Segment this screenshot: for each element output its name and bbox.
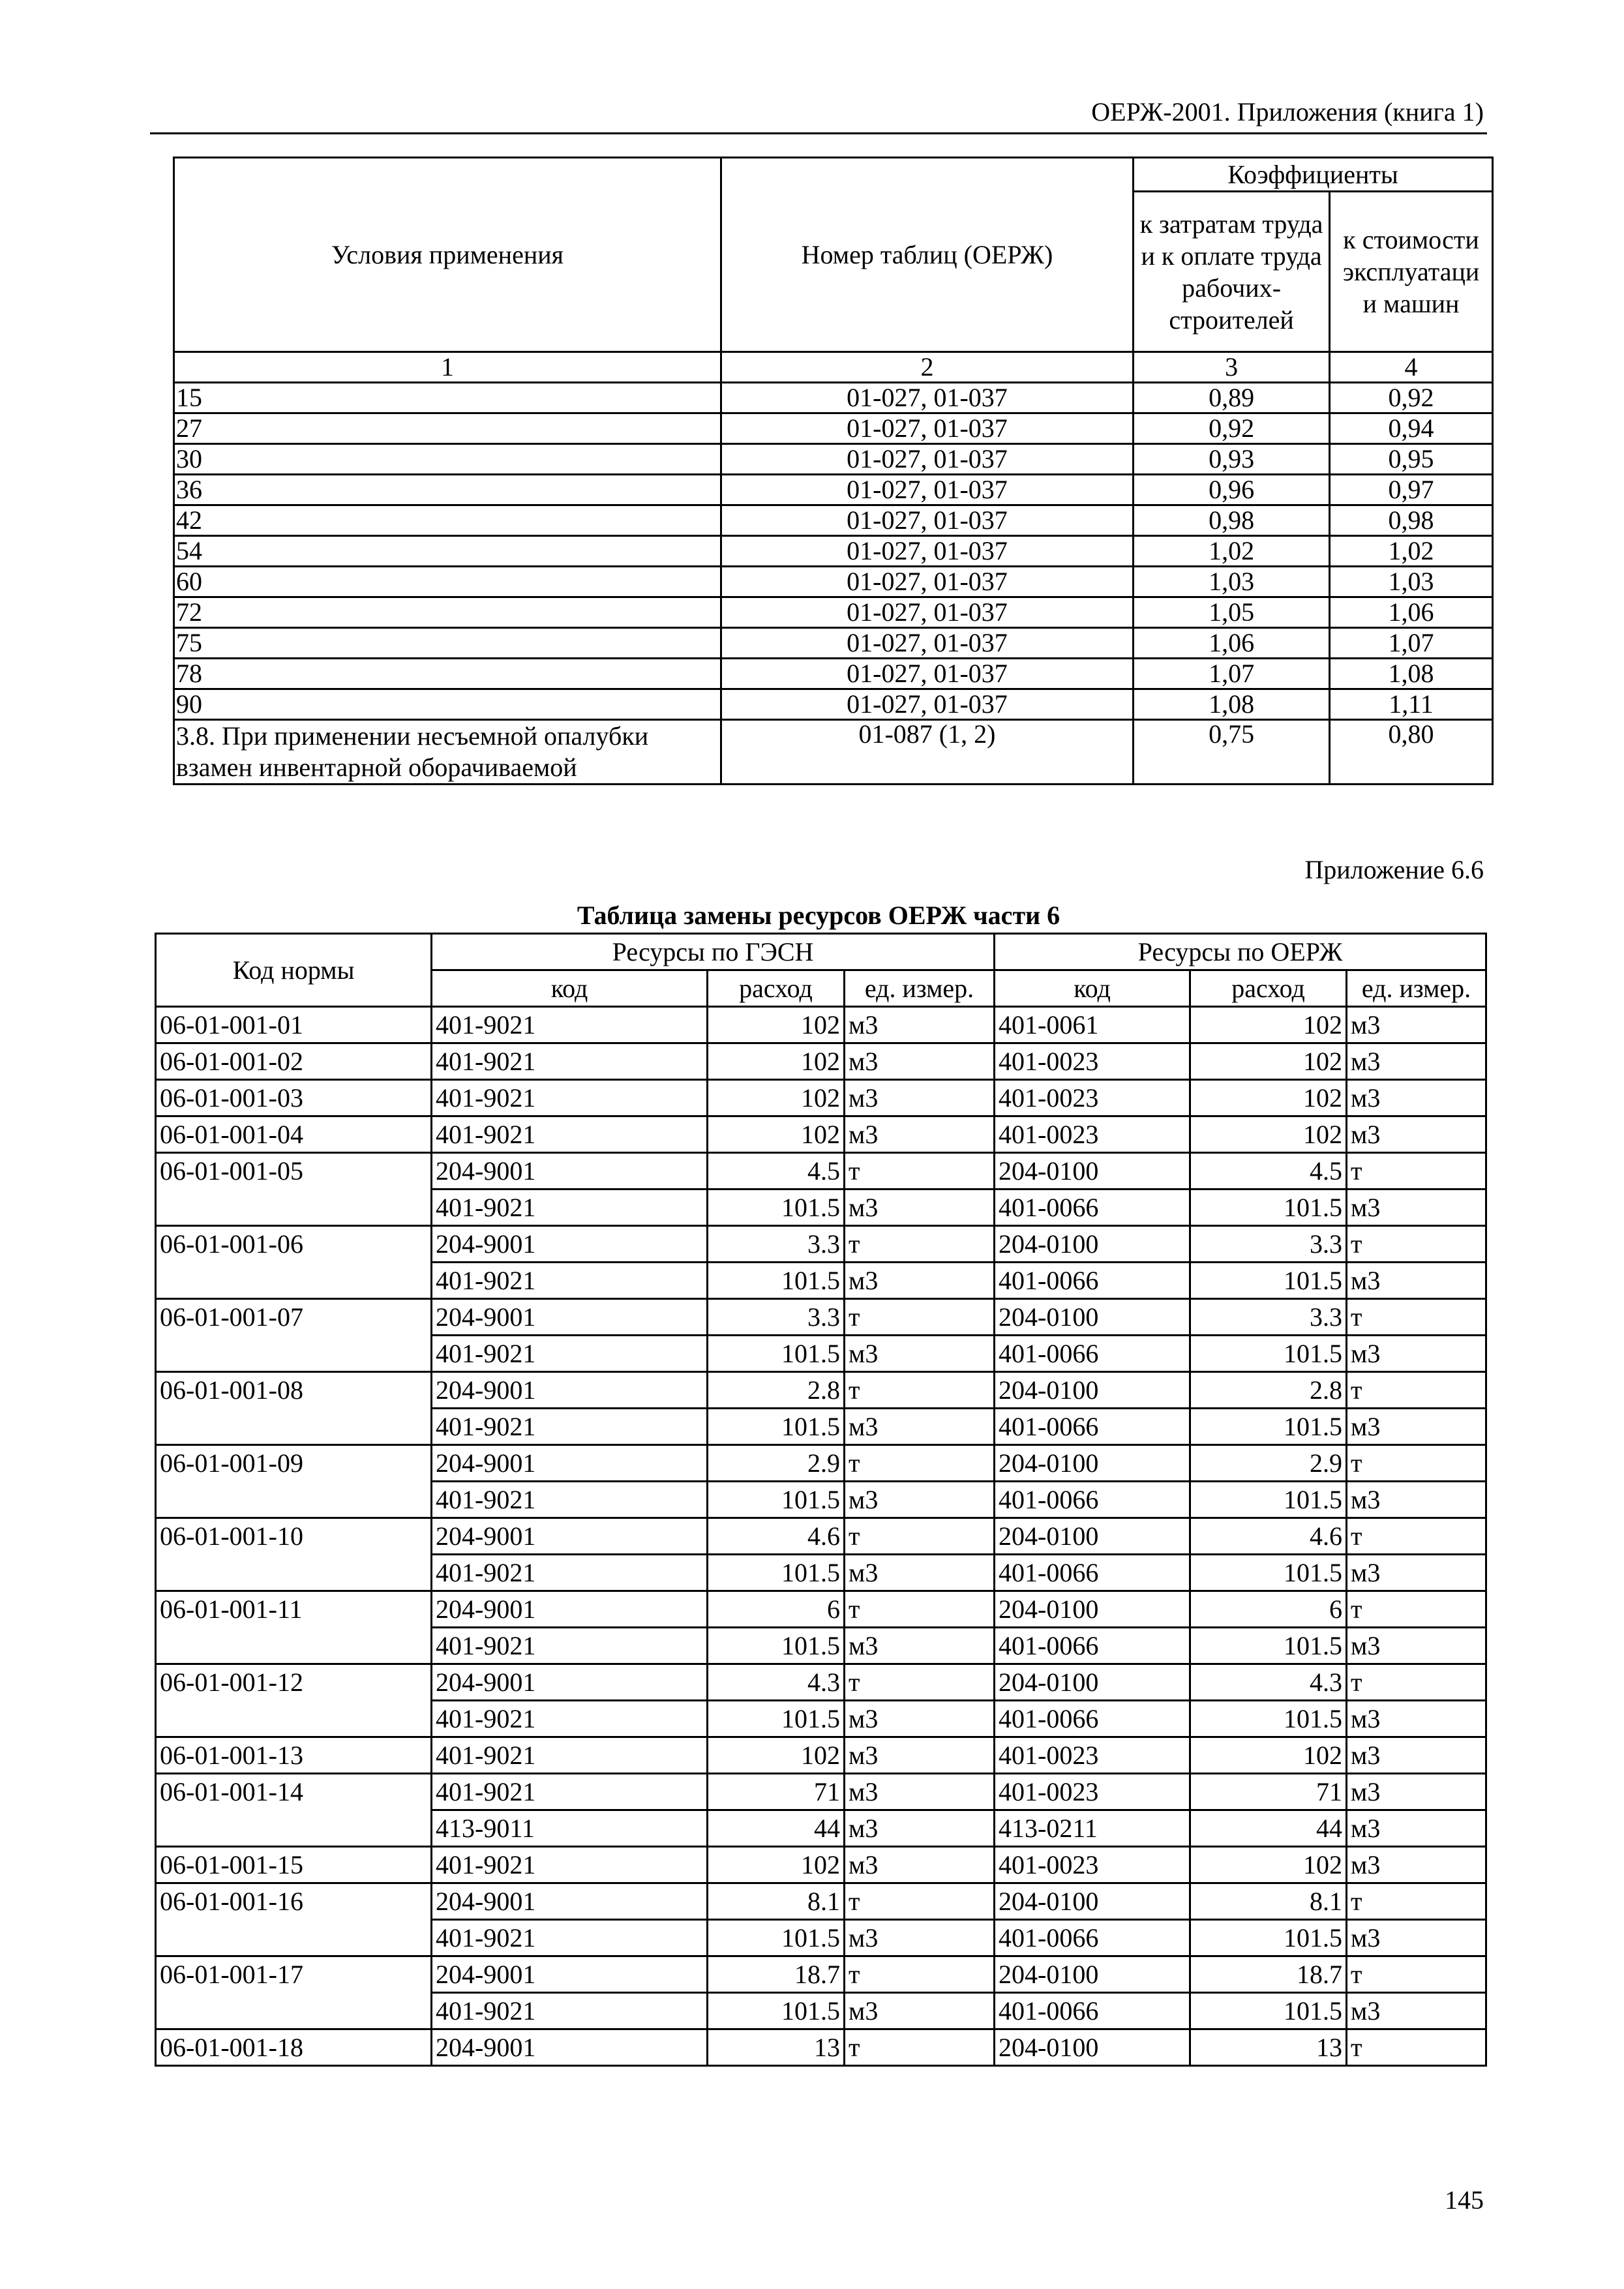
gesn-unit: т xyxy=(845,1226,995,1263)
oerzh-code: 401-0066 xyxy=(995,1628,1190,1664)
gesn-code: 204-9001 xyxy=(432,1956,708,1993)
oerzh-unit: т xyxy=(1347,1445,1486,1482)
oerzh-unit: т xyxy=(1347,1591,1486,1628)
col-number: 2 xyxy=(721,352,1133,383)
oerzh-code: 401-0023 xyxy=(995,1774,1190,1810)
gesn-unit-header: ед. измер. xyxy=(845,970,995,1007)
oerzh-consumption: 102 xyxy=(1190,1007,1347,1043)
gesn-code: 401-9021 xyxy=(432,1628,708,1664)
condition-value: 15 xyxy=(174,383,721,413)
table-row xyxy=(156,1445,1486,1482)
norm-code: 06-01-001-13 xyxy=(156,1737,432,1774)
gesn-unit: м3 xyxy=(845,1993,995,2029)
oerzh-consumption: 101.5 xyxy=(1190,1336,1347,1372)
coefficients-table xyxy=(173,157,1494,785)
oerzh-unit: м3 xyxy=(1347,1628,1486,1664)
oerzh-consumption: 44 xyxy=(1190,1810,1347,1847)
table-row xyxy=(174,536,1493,567)
gesn-unit: т xyxy=(845,1664,995,1701)
oerzh-code: 401-0066 xyxy=(995,1189,1190,1226)
table-row xyxy=(174,597,1493,628)
gesn-resources-header: Ресурсы по ГЭСН xyxy=(432,934,995,970)
condition-value: 72 xyxy=(174,597,721,628)
oerzh-unit: м3 xyxy=(1347,1482,1486,1518)
oerzh-code: 204-0100 xyxy=(995,2029,1190,2066)
gesn-unit: м3 xyxy=(845,1628,995,1664)
gesn-consumption: 4.6 xyxy=(708,1518,845,1555)
oerzh-consumption: 71 xyxy=(1190,1774,1347,1810)
oerzh-consumption: 4.5 xyxy=(1190,1153,1347,1189)
table-number: 01-027, 01-037 xyxy=(721,536,1133,567)
gesn-consumption: 102 xyxy=(708,1847,845,1883)
gesn-code: 401-9021 xyxy=(432,1080,708,1116)
gesn-consumption-header: расход xyxy=(708,970,845,1007)
header-rule xyxy=(150,132,1487,134)
gesn-consumption: 3.3 xyxy=(708,1226,845,1263)
norm-code: 06-01-001-12 xyxy=(156,1664,432,1737)
table-row xyxy=(156,2029,1486,2066)
oerzh-code: 204-0100 xyxy=(995,1445,1190,1482)
table-row xyxy=(156,1080,1486,1116)
table-row xyxy=(174,413,1493,444)
oerzh-unit: м3 xyxy=(1347,1336,1486,1372)
oerzh-consumption: 101.5 xyxy=(1190,1409,1347,1445)
gesn-code: 413-9011 xyxy=(432,1810,708,1847)
oerzh-unit: м3 xyxy=(1347,1080,1486,1116)
gesn-code: 401-9021 xyxy=(432,1007,708,1043)
table-row xyxy=(174,475,1493,505)
labor-coefficient: 0,98 xyxy=(1134,505,1330,536)
labor-coefficient: 1,07 xyxy=(1134,659,1330,689)
norm-code: 06-01-001-18 xyxy=(156,2029,432,2066)
machines-coefficient: 0,95 xyxy=(1330,444,1493,475)
gesn-code: 401-9021 xyxy=(432,1920,708,1956)
oerzh-consumption: 18.7 xyxy=(1190,1956,1347,1993)
machines-coefficient-header: к стоимости эксплуатаци и машин xyxy=(1330,192,1493,352)
oerzh-consumption: 101.5 xyxy=(1190,1189,1347,1226)
gesn-consumption: 101.5 xyxy=(708,1920,845,1956)
oerzh-unit: м3 xyxy=(1347,1409,1486,1445)
col-number: 1 xyxy=(174,352,721,383)
machines-coefficient: 0,92 xyxy=(1330,383,1493,413)
oerzh-code: 204-0100 xyxy=(995,1883,1190,1920)
norm-code: 06-01-001-02 xyxy=(156,1043,432,1080)
table-row xyxy=(156,1591,1486,1628)
oerzh-consumption: 102 xyxy=(1190,1116,1347,1153)
oerzh-consumption: 2.8 xyxy=(1190,1372,1347,1409)
machines-coefficient: 0,97 xyxy=(1330,475,1493,505)
oerzh-unit: м3 xyxy=(1347,1810,1486,1847)
oerzh-code: 204-0100 xyxy=(995,1372,1190,1409)
condition-value: 90 xyxy=(174,689,721,720)
labor-coefficient-header: к затратам труда и к оплате труда рабочих-строителей xyxy=(1134,192,1330,352)
coefficients-header: Коэффициенты xyxy=(1134,158,1493,192)
norm-code: 06-01-001-06 xyxy=(156,1226,432,1299)
oerzh-code: 413-0211 xyxy=(995,1810,1190,1847)
gesn-code: 204-9001 xyxy=(432,1153,708,1189)
oerzh-consumption: 3.3 xyxy=(1190,1299,1347,1336)
oerzh-consumption: 13 xyxy=(1190,2029,1347,2066)
gesn-consumption: 101.5 xyxy=(708,1263,845,1299)
gesn-unit: т xyxy=(845,1591,995,1628)
machines-coefficient: 1,02 xyxy=(1330,536,1493,567)
gesn-consumption: 102 xyxy=(708,1080,845,1116)
gesn-consumption: 102 xyxy=(708,1007,845,1043)
norm-code-header: Код нормы xyxy=(156,934,432,1007)
gesn-unit: м3 xyxy=(845,1409,995,1445)
labor-coefficient: 0,92 xyxy=(1134,413,1330,444)
machines-coefficient: 0,80 xyxy=(1330,720,1493,785)
norm-code: 06-01-001-01 xyxy=(156,1007,432,1043)
table-row xyxy=(156,1774,1486,1810)
table-number: 01-027, 01-037 xyxy=(721,628,1133,659)
table-row xyxy=(174,505,1493,536)
norm-code: 06-01-001-15 xyxy=(156,1847,432,1883)
table-number: 01-027, 01-037 xyxy=(721,567,1133,597)
oerzh-consumption: 101.5 xyxy=(1190,1628,1347,1664)
gesn-consumption: 101.5 xyxy=(708,1555,845,1591)
table-row xyxy=(156,1226,1486,1263)
gesn-unit: т xyxy=(845,1299,995,1336)
oerzh-consumption: 101.5 xyxy=(1190,1263,1347,1299)
oerzh-unit: м3 xyxy=(1347,1774,1486,1810)
table-number: 01-027, 01-037 xyxy=(721,505,1133,536)
norm-code: 06-01-001-11 xyxy=(156,1591,432,1664)
labor-coefficient: 0,89 xyxy=(1134,383,1330,413)
gesn-unit: м3 xyxy=(845,1774,995,1810)
oerzh-code: 401-0066 xyxy=(995,1920,1190,1956)
gesn-unit: т xyxy=(845,1518,995,1555)
oerzh-code: 401-0023 xyxy=(995,1847,1190,1883)
table-row xyxy=(156,1372,1486,1409)
gesn-unit: т xyxy=(845,1883,995,1920)
gesn-code: 204-9001 xyxy=(432,1372,708,1409)
gesn-consumption: 3.3 xyxy=(708,1299,845,1336)
oerzh-code: 401-0023 xyxy=(995,1080,1190,1116)
oerzh-consumption: 101.5 xyxy=(1190,1482,1347,1518)
oerzh-code: 204-0100 xyxy=(995,1153,1190,1189)
oerzh-unit: м3 xyxy=(1347,1189,1486,1226)
oerzh-code: 401-0066 xyxy=(995,1701,1190,1737)
oerzh-unit: т xyxy=(1347,2029,1486,2066)
gesn-code: 401-9021 xyxy=(432,1555,708,1591)
col-number: 3 xyxy=(1134,352,1330,383)
oerzh-code: 401-0066 xyxy=(995,1482,1190,1518)
gesn-consumption: 102 xyxy=(708,1043,845,1080)
machines-coefficient: 1,06 xyxy=(1330,597,1493,628)
oerzh-consumption: 4.6 xyxy=(1190,1518,1347,1555)
condition-value: 60 xyxy=(174,567,721,597)
running-header: ОЕРЖ-2001. Приложения (книга 1) xyxy=(1091,97,1484,127)
gesn-code: 204-9001 xyxy=(432,1299,708,1336)
oerzh-unit: т xyxy=(1347,1226,1486,1263)
oerzh-consumption: 4.3 xyxy=(1190,1664,1347,1701)
table-row xyxy=(156,1007,1486,1043)
gesn-code: 401-9021 xyxy=(432,1701,708,1737)
table-number: 01-027, 01-037 xyxy=(721,444,1133,475)
oerzh-consumption-header: расход xyxy=(1190,970,1347,1007)
gesn-unit: т xyxy=(845,2029,995,2066)
gesn-consumption: 4.5 xyxy=(708,1153,845,1189)
col-number: 4 xyxy=(1330,352,1493,383)
labor-coefficient: 1,02 xyxy=(1134,536,1330,567)
gesn-code: 401-9021 xyxy=(432,1774,708,1810)
gesn-consumption: 101.5 xyxy=(708,1336,845,1372)
gesn-code: 401-9021 xyxy=(432,1482,708,1518)
gesn-consumption: 2.8 xyxy=(708,1372,845,1409)
table-row xyxy=(156,1116,1486,1153)
oerzh-unit: м3 xyxy=(1347,1263,1486,1299)
oerzh-unit: т xyxy=(1347,1153,1486,1189)
oerzh-unit: м3 xyxy=(1347,1701,1486,1737)
gesn-code: 401-9021 xyxy=(432,1993,708,2029)
machines-coefficient: 1,11 xyxy=(1330,689,1493,720)
gesn-code: 401-9021 xyxy=(432,1263,708,1299)
table-number: 01-027, 01-037 xyxy=(721,413,1133,444)
gesn-unit: м3 xyxy=(845,1336,995,1372)
table-row xyxy=(156,1883,1486,1920)
gesn-unit: т xyxy=(845,1956,995,1993)
oerzh-consumption: 101.5 xyxy=(1190,1920,1347,1956)
gesn-code: 204-9001 xyxy=(432,1883,708,1920)
oerzh-code: 401-0066 xyxy=(995,1336,1190,1372)
gesn-unit: т xyxy=(845,1153,995,1189)
condition-text: 3.8. При применении несъемной опалубки взамен инвентарной оборачиваемой xyxy=(174,720,721,785)
table-number: 01-027, 01-037 xyxy=(721,597,1133,628)
table-row xyxy=(174,383,1493,413)
oerzh-resources-header: Ресурсы по ОЕРЖ xyxy=(995,934,1486,970)
machines-coefficient: 1,03 xyxy=(1330,567,1493,597)
gesn-code: 204-9001 xyxy=(432,1226,708,1263)
gesn-unit: т xyxy=(845,1372,995,1409)
condition-value: 27 xyxy=(174,413,721,444)
table-row xyxy=(156,1153,1486,1189)
condition-value: 30 xyxy=(174,444,721,475)
norm-code: 06-01-001-16 xyxy=(156,1883,432,1956)
table-row xyxy=(156,1518,1486,1555)
oerzh-consumption: 101.5 xyxy=(1190,1993,1347,2029)
oerzh-unit: т xyxy=(1347,1664,1486,1701)
gesn-code: 204-9001 xyxy=(432,1445,708,1482)
gesn-code: 401-9021 xyxy=(432,1116,708,1153)
conditions-header: Условия применения xyxy=(174,158,721,352)
oerzh-unit: т xyxy=(1347,1372,1486,1409)
gesn-consumption: 101.5 xyxy=(708,1189,845,1226)
oerzh-consumption: 2.9 xyxy=(1190,1445,1347,1482)
gesn-unit: м3 xyxy=(845,1701,995,1737)
gesn-code: 401-9021 xyxy=(432,1409,708,1445)
gesn-unit: м3 xyxy=(845,1116,995,1153)
norm-code: 06-01-001-09 xyxy=(156,1445,432,1518)
table-row xyxy=(156,1043,1486,1080)
gesn-unit: м3 xyxy=(845,1482,995,1518)
oerzh-consumption: 6 xyxy=(1190,1591,1347,1628)
gesn-unit: м3 xyxy=(845,1555,995,1591)
norm-code: 06-01-001-10 xyxy=(156,1518,432,1591)
gesn-consumption: 13 xyxy=(708,2029,845,2066)
gesn-consumption: 18.7 xyxy=(708,1956,845,1993)
table-number: 01-027, 01-037 xyxy=(721,475,1133,505)
page-number: 145 xyxy=(1445,2185,1484,2215)
machines-coefficient: 0,94 xyxy=(1330,413,1493,444)
oerzh-unit: т xyxy=(1347,1518,1486,1555)
gesn-unit: м3 xyxy=(845,1847,995,1883)
norm-code: 06-01-001-07 xyxy=(156,1299,432,1372)
oerzh-code: 401-0061 xyxy=(995,1007,1190,1043)
gesn-unit: м3 xyxy=(845,1189,995,1226)
condition-value: 54 xyxy=(174,536,721,567)
oerzh-unit: м3 xyxy=(1347,1920,1486,1956)
table-row xyxy=(174,628,1493,659)
gesn-unit: м3 xyxy=(845,1080,995,1116)
oerzh-code: 401-0023 xyxy=(995,1116,1190,1153)
oerzh-code: 204-0100 xyxy=(995,1956,1190,1993)
gesn-consumption: 101.5 xyxy=(708,1409,845,1445)
gesn-consumption: 71 xyxy=(708,1774,845,1810)
labor-coefficient: 1,06 xyxy=(1134,628,1330,659)
oerzh-unit: м3 xyxy=(1347,1555,1486,1591)
table-number: 01-027, 01-037 xyxy=(721,383,1133,413)
oerzh-unit: м3 xyxy=(1347,1737,1486,1774)
condition-value: 42 xyxy=(174,505,721,536)
gesn-consumption: 101.5 xyxy=(708,1993,845,2029)
table-caption: Таблица замены ресурсов ОЕРЖ части 6 xyxy=(577,901,1060,930)
gesn-consumption: 44 xyxy=(708,1810,845,1847)
oerzh-code: 401-0066 xyxy=(995,1409,1190,1445)
labor-coefficient: 0,96 xyxy=(1134,475,1330,505)
table-row xyxy=(156,1737,1486,1774)
gesn-code: 401-9021 xyxy=(432,1847,708,1883)
table-number-header: Номер таблиц (ОЕРЖ) xyxy=(721,158,1133,352)
labor-coefficient: 1,05 xyxy=(1134,597,1330,628)
gesn-code: 204-9001 xyxy=(432,2029,708,2066)
resource-replacement-table xyxy=(155,933,1487,2067)
gesn-code: 204-9001 xyxy=(432,1664,708,1701)
labor-coefficient: 0,93 xyxy=(1134,444,1330,475)
gesn-unit: м3 xyxy=(845,1920,995,1956)
norm-code: 06-01-001-17 xyxy=(156,1956,432,2029)
condition-value: 36 xyxy=(174,475,721,505)
gesn-unit: т xyxy=(845,1445,995,1482)
machines-coefficient: 0,98 xyxy=(1330,505,1493,536)
oerzh-consumption: 102 xyxy=(1190,1737,1347,1774)
table-row xyxy=(174,659,1493,689)
labor-coefficient: 1,03 xyxy=(1134,567,1330,597)
gesn-code: 401-9021 xyxy=(432,1189,708,1226)
gesn-consumption: 2.9 xyxy=(708,1445,845,1482)
machines-coefficient: 1,07 xyxy=(1330,628,1493,659)
oerzh-code: 204-0100 xyxy=(995,1664,1190,1701)
oerzh-code: 204-0100 xyxy=(995,1299,1190,1336)
gesn-consumption: 101.5 xyxy=(708,1482,845,1518)
oerzh-consumption: 3.3 xyxy=(1190,1226,1347,1263)
oerzh-unit: м3 xyxy=(1347,1043,1486,1080)
oerzh-unit: т xyxy=(1347,1299,1486,1336)
norm-code: 06-01-001-08 xyxy=(156,1372,432,1445)
oerzh-code: 401-0066 xyxy=(995,1555,1190,1591)
gesn-unit: м3 xyxy=(845,1263,995,1299)
oerzh-code: 401-0023 xyxy=(995,1043,1190,1080)
condition-value: 75 xyxy=(174,628,721,659)
oerzh-code-header: код xyxy=(995,970,1190,1007)
norm-code: 06-01-001-03 xyxy=(156,1080,432,1116)
oerzh-consumption: 102 xyxy=(1190,1847,1347,1883)
norm-code: 06-01-001-05 xyxy=(156,1153,432,1226)
table-row xyxy=(156,1299,1486,1336)
oerzh-unit: м3 xyxy=(1347,1116,1486,1153)
gesn-consumption: 6 xyxy=(708,1591,845,1628)
table-row xyxy=(156,1847,1486,1883)
oerzh-consumption: 101.5 xyxy=(1190,1701,1347,1737)
table-row xyxy=(174,567,1493,597)
oerzh-unit: т xyxy=(1347,1956,1486,1993)
gesn-unit: м3 xyxy=(845,1810,995,1847)
oerzh-code: 204-0100 xyxy=(995,1591,1190,1628)
oerzh-code: 401-0023 xyxy=(995,1737,1190,1774)
oerzh-unit-header: ед. измер. xyxy=(1347,970,1486,1007)
oerzh-consumption: 101.5 xyxy=(1190,1555,1347,1591)
oerzh-code: 204-0100 xyxy=(995,1226,1190,1263)
gesn-code: 401-9021 xyxy=(432,1043,708,1080)
gesn-consumption: 4.3 xyxy=(708,1664,845,1701)
oerzh-unit: м3 xyxy=(1347,1847,1486,1883)
labor-coefficient: 1,08 xyxy=(1134,689,1330,720)
gesn-code-header: код xyxy=(432,970,708,1007)
gesn-code: 401-9021 xyxy=(432,1336,708,1372)
gesn-consumption: 101.5 xyxy=(708,1701,845,1737)
gesn-code: 401-9021 xyxy=(432,1737,708,1774)
gesn-code: 204-9001 xyxy=(432,1591,708,1628)
gesn-unit: м3 xyxy=(845,1737,995,1774)
oerzh-code: 204-0100 xyxy=(995,1518,1190,1555)
gesn-unit: м3 xyxy=(845,1043,995,1080)
table-row xyxy=(156,1664,1486,1701)
appendix-label: Приложение 6.6 xyxy=(1304,855,1484,884)
condition-value: 78 xyxy=(174,659,721,689)
gesn-consumption: 102 xyxy=(708,1737,845,1774)
oerzh-consumption: 102 xyxy=(1190,1043,1347,1080)
norm-code: 06-01-001-04 xyxy=(156,1116,432,1153)
oerzh-code: 401-0066 xyxy=(995,1993,1190,2029)
oerzh-consumption: 102 xyxy=(1190,1080,1347,1116)
gesn-unit: м3 xyxy=(845,1007,995,1043)
oerzh-unit: т xyxy=(1347,1883,1486,1920)
table-row xyxy=(174,444,1493,475)
gesn-code: 204-9001 xyxy=(432,1518,708,1555)
gesn-consumption: 101.5 xyxy=(708,1628,845,1664)
labor-coefficient: 0,75 xyxy=(1134,720,1330,785)
table-number: 01-027, 01-037 xyxy=(721,689,1133,720)
gesn-consumption: 8.1 xyxy=(708,1883,845,1920)
table-number: 01-087 (1, 2) xyxy=(721,720,1133,785)
table-number: 01-027, 01-037 xyxy=(721,659,1133,689)
table-row xyxy=(156,1956,1486,1993)
oerzh-unit: м3 xyxy=(1347,1007,1486,1043)
oerzh-unit: м3 xyxy=(1347,1993,1486,2029)
machines-coefficient: 1,08 xyxy=(1330,659,1493,689)
oerzh-code: 401-0066 xyxy=(995,1263,1190,1299)
table-row xyxy=(174,689,1493,720)
oerzh-consumption: 8.1 xyxy=(1190,1883,1347,1920)
gesn-consumption: 102 xyxy=(708,1116,845,1153)
norm-code: 06-01-001-14 xyxy=(156,1774,432,1847)
